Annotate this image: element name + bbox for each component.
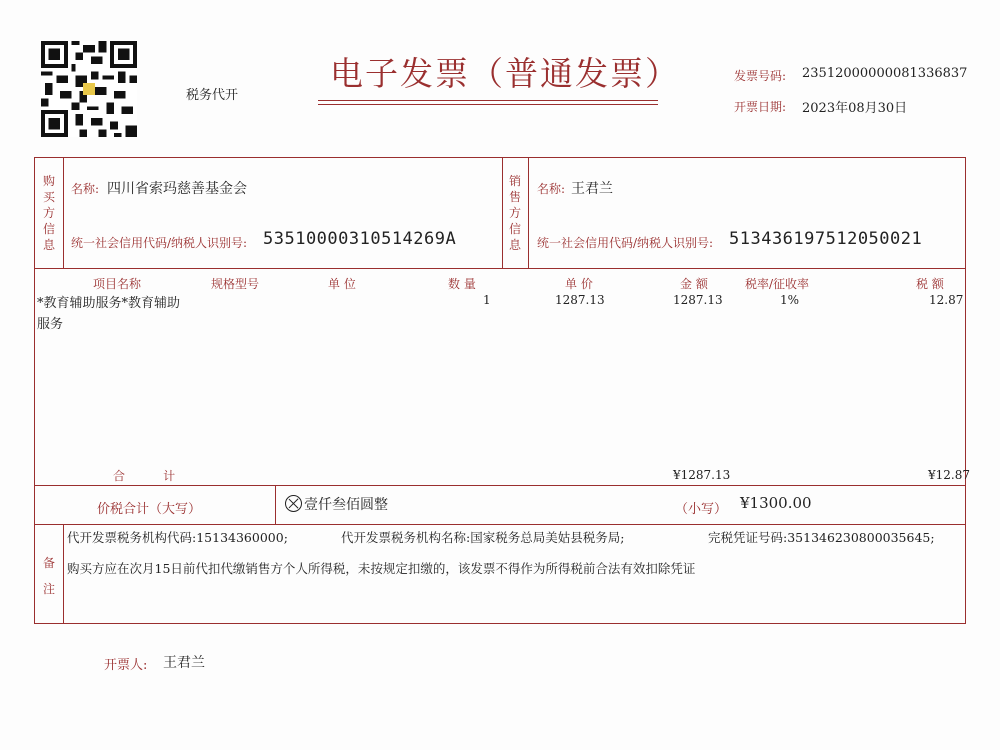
buyer-taxid: 53510000310514269A [263,229,457,249]
invoice-table [34,157,970,624]
issue-date: 2023年08月30日 [802,101,908,116]
agent-issued-label: 税务代开 [186,88,239,103]
total-tax: ¥12.87 [928,468,970,482]
remark-tax-voucher: 完税凭证号码:351346230800035645; [708,530,935,545]
seller-name: 王君兰 [571,181,613,197]
item-name-cont: 服务 [37,317,64,332]
title-underline [318,104,658,105]
close-circle-icon [285,495,302,512]
item-rate: 1% [780,293,800,307]
buyer-taxid-label: 统一社会信用代码/纳税人识别号: [71,236,248,250]
buyer-side-label: 购 买 方 信 息 [42,174,55,252]
invoice-number: 23512000000081336837 [802,66,968,81]
grand-total-small-label: （小写） [675,502,728,517]
row-divider [35,524,965,525]
invoice-title: 电子发票（普通发票） [330,54,680,93]
issuer-label: 开票人: [104,658,148,673]
col-header-unit: 单 位 [328,277,356,291]
total-label: 合 计 [113,469,176,483]
col-divider [275,485,276,524]
remark-withholding-note: 购买方应在次月15日前代扣代缴销售方个人所得税，未按规定扣缴的，该发票不得作为所得税前合法有效扣除凭证 [67,561,696,576]
item-name: *教育辅助服务*教育辅助 [37,296,181,311]
item-amount: 1287.13 [673,293,723,307]
buyer-name-label: 名称: [71,182,100,196]
col-divider [528,158,529,268]
col-divider [63,524,64,624]
col-header-spec: 规格型号 [211,277,260,291]
issue-date-label: 开票日期: [734,100,787,114]
grand-total-words: 壹仟叁佰圆整 [285,494,388,514]
invoice-number-label: 发票号码: [734,69,787,83]
col-header-rate: 税率/征收率 [745,277,810,291]
col-header-qty: 数 量 [448,277,476,291]
seller-taxid: 513436197512050021 [729,229,923,249]
remark-agency-code: 代开发票税务机构代码:15134360000; [67,530,288,545]
issuer-name: 王君兰 [163,655,205,671]
col-header-name: 项目名称 [93,277,142,291]
seller-taxid-label: 统一社会信用代码/纳税人识别号: [537,236,714,250]
item-qty: 1 [483,293,491,307]
item-price: 1287.13 [555,293,605,307]
title-underline [318,100,658,101]
seller-name-label: 名称: [537,182,566,196]
total-amount: ¥1287.13 [673,468,731,482]
row-divider [35,268,965,269]
col-divider [63,158,64,268]
col-divider [502,158,503,268]
row-divider [35,485,965,486]
col-header-amount: 金 额 [680,277,708,291]
grand-total-small-value: ¥1300.00 [740,494,812,512]
grand-total-label: 价税合计（大写） [97,502,202,517]
remark-agency-name: 代开发票税务机构名称:国家税务总局美姑县税务局; [341,530,625,545]
item-tax: 12.87 [929,293,964,307]
col-header-price: 单 价 [565,277,593,291]
buyer-name: 四川省索玛慈善基金会 [107,181,247,197]
remarks-side-label: 备 注 [42,556,55,596]
qr-code [41,40,137,138]
seller-side-label: 销 售 方 信 息 [508,174,521,252]
col-header-tax: 税 额 [916,277,944,291]
